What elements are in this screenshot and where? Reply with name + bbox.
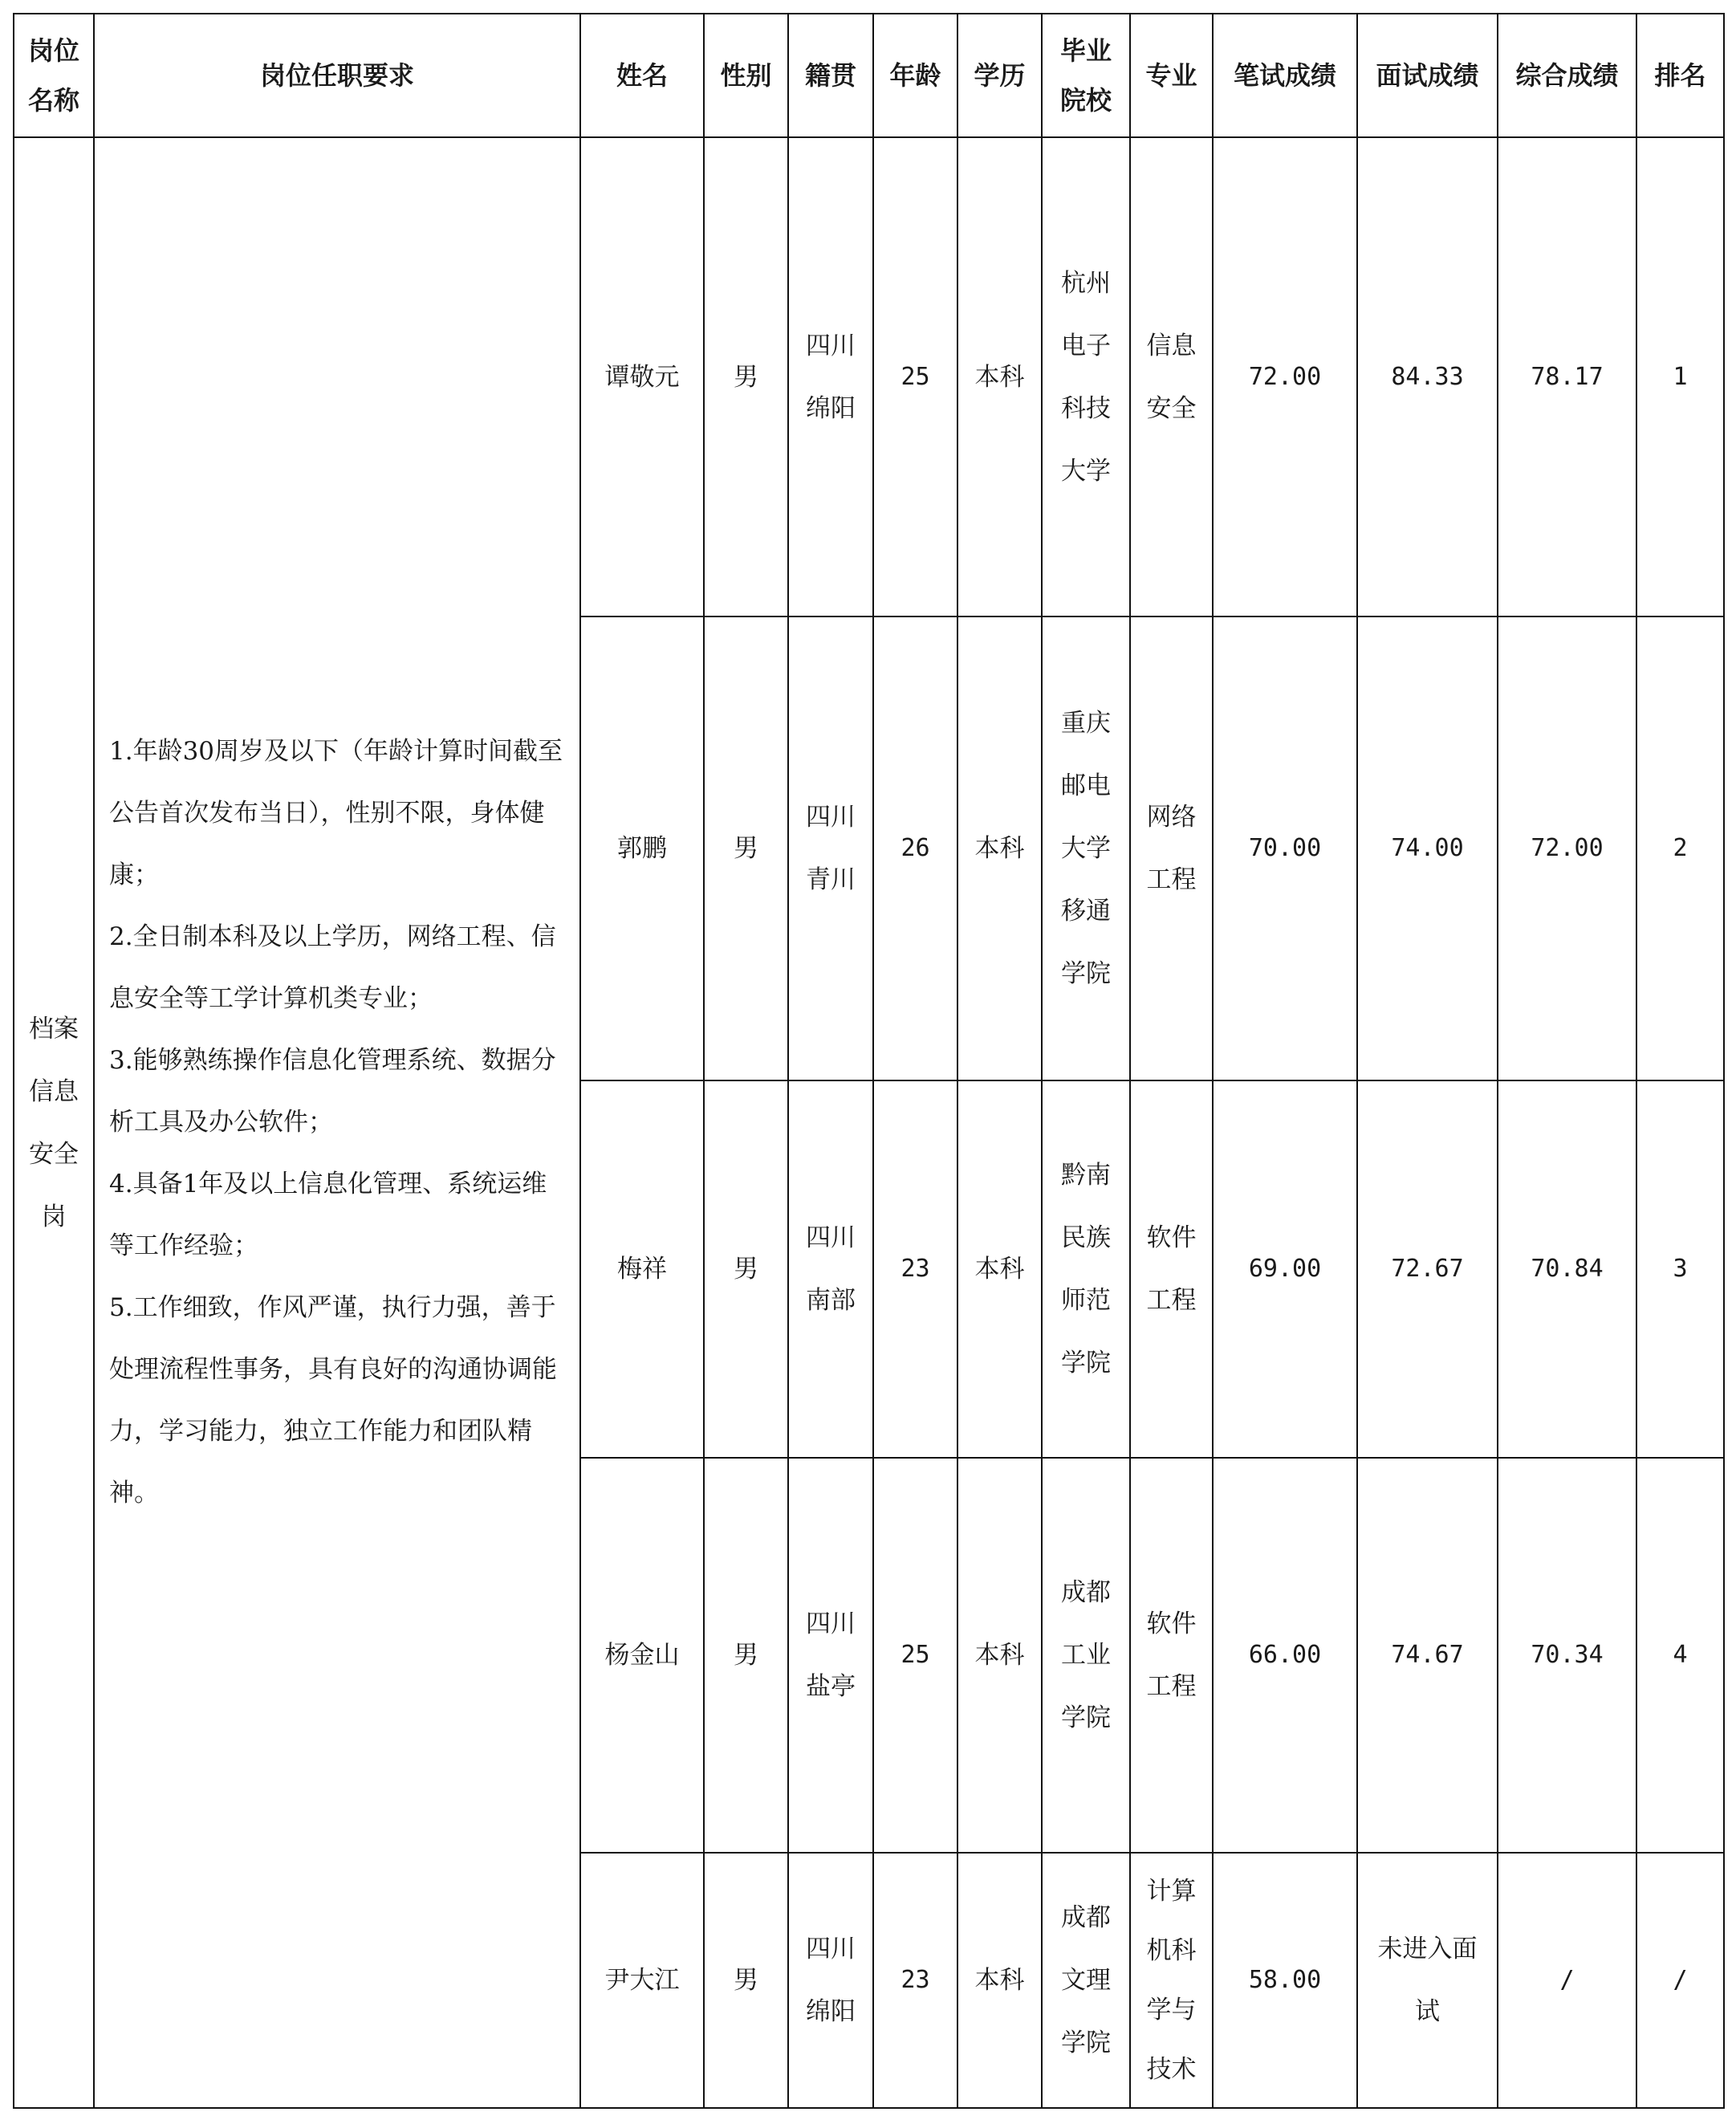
cell-hometown: 四川 南部 <box>788 1080 873 1458</box>
header-name: 姓名 <box>580 14 704 137</box>
cell-composite-score: 78.17 <box>1498 137 1636 616</box>
cell-name: 梅祥 <box>580 1080 704 1458</box>
cell-interview-score: 84.33 <box>1357 137 1498 616</box>
header-gender: 性别 <box>704 14 788 137</box>
header-position-name: 岗位 名称 <box>14 14 94 137</box>
cell-education: 本科 <box>957 1853 1042 2108</box>
header-age: 年龄 <box>873 14 957 137</box>
cell-interview-score: 74.00 <box>1357 616 1498 1080</box>
cell-written-score: 69.00 <box>1213 1080 1357 1458</box>
cell-school: 成都 工业 学院 <box>1042 1458 1130 1853</box>
cell-age: 23 <box>873 1080 957 1458</box>
header-row <box>14 14 1724 137</box>
header-major: 专业 <box>1130 14 1213 137</box>
cell-school: 黔南 民族 师范 学院 <box>1042 1080 1130 1458</box>
header-requirements: 岗位任职要求 <box>94 14 580 137</box>
position-name: 档案 信息 安全 岗 <box>14 137 94 2108</box>
cell-rank: 3 <box>1636 1080 1724 1458</box>
cell-hometown: 四川 盐亭 <box>788 1458 873 1853</box>
cell-major: 软件 工程 <box>1130 1080 1213 1458</box>
cell-gender: 男 <box>704 1458 788 1853</box>
requirement-item: 2.全日制本科及以上学历，网络工程、信息安全等工学计算机类专业； <box>109 922 556 1013</box>
cell-rank: / <box>1636 1853 1724 2108</box>
requirement-item: 4.具备1年及以上信息化管理、系统运维等工作经验； <box>109 1170 547 1260</box>
cell-name: 谭敬元 <box>580 137 704 616</box>
cell-composite-score: 72.00 <box>1498 616 1636 1080</box>
cell-hometown: 四川 绵阳 <box>788 137 873 616</box>
header-composite-score: 综合成绩 <box>1498 14 1636 137</box>
cell-written-score: 72.00 <box>1213 137 1357 616</box>
cell-gender: 男 <box>704 1080 788 1458</box>
cell-school: 成都 文理 学院 <box>1042 1853 1130 2108</box>
cell-rank: 2 <box>1636 616 1724 1080</box>
cell-major: 信息 安全 <box>1130 137 1213 616</box>
header-education: 学历 <box>957 14 1042 137</box>
cell-rank: 1 <box>1636 137 1724 616</box>
cell-hometown: 四川 绵阳 <box>788 1853 873 2108</box>
cell-gender: 男 <box>704 1853 788 2108</box>
cell-age: 25 <box>873 1458 957 1853</box>
cell-written-score: 66.00 <box>1213 1458 1357 1853</box>
cell-composite-score: 70.34 <box>1498 1458 1636 1853</box>
cell-interview-score: 72.67 <box>1357 1080 1498 1458</box>
table-row <box>14 137 1724 616</box>
cell-composite-score: 70.84 <box>1498 1080 1636 1458</box>
cell-hometown: 四川 青川 <box>788 616 873 1080</box>
results-document <box>13 13 1725 2109</box>
header-rank: 排名 <box>1636 14 1724 137</box>
cell-interview-score: 未进入面 试 <box>1357 1853 1498 2108</box>
cell-written-score: 58.00 <box>1213 1853 1357 2108</box>
requirement-item: 5.工作细致，作风严谨，执行力强，善于处理流程性事务，具有良好的沟通协调能力，学习能力，独立工作能力和团队精神。 <box>109 1293 557 1508</box>
cell-major: 软件 工程 <box>1130 1458 1213 1853</box>
cell-name: 杨金山 <box>580 1458 704 1853</box>
cell-education: 本科 <box>957 1458 1042 1853</box>
cell-education: 本科 <box>957 1080 1042 1458</box>
cell-age: 25 <box>873 137 957 616</box>
cell-age: 26 <box>873 616 957 1080</box>
header-interview-score: 面试成绩 <box>1357 14 1498 137</box>
cell-name: 尹大江 <box>580 1853 704 2108</box>
cell-school: 重庆 邮电 大学 移通 学院 <box>1042 616 1130 1080</box>
cell-rank: 4 <box>1636 1458 1724 1853</box>
cell-education: 本科 <box>957 137 1042 616</box>
requirement-item: 3.能够熟练操作信息化管理系统、数据分析工具及办公软件； <box>109 1046 556 1137</box>
header-written-score: 笔试成绩 <box>1213 14 1357 137</box>
cell-name: 郭鹏 <box>580 616 704 1080</box>
cell-interview-score: 74.67 <box>1357 1458 1498 1853</box>
cell-education: 本科 <box>957 616 1042 1080</box>
cell-school: 杭州 电子 科技 大学 <box>1042 137 1130 616</box>
cell-major: 计算 机科 学与 技术 <box>1130 1853 1213 2108</box>
position-requirements <box>94 137 580 2108</box>
cell-composite-score: / <box>1498 1853 1636 2108</box>
results-table <box>13 13 1725 2109</box>
cell-written-score: 70.00 <box>1213 616 1357 1080</box>
cell-gender: 男 <box>704 616 788 1080</box>
header-hometown: 籍贯 <box>788 14 873 137</box>
cell-major: 网络 工程 <box>1130 616 1213 1080</box>
header-school: 毕业 院校 <box>1042 14 1130 137</box>
requirement-item: 1.年龄30周岁及以下（年龄计算时间截至公告首次发布当日），性别不限，身体健康； <box>109 737 563 889</box>
cell-age: 23 <box>873 1853 957 2108</box>
cell-gender: 男 <box>704 137 788 616</box>
